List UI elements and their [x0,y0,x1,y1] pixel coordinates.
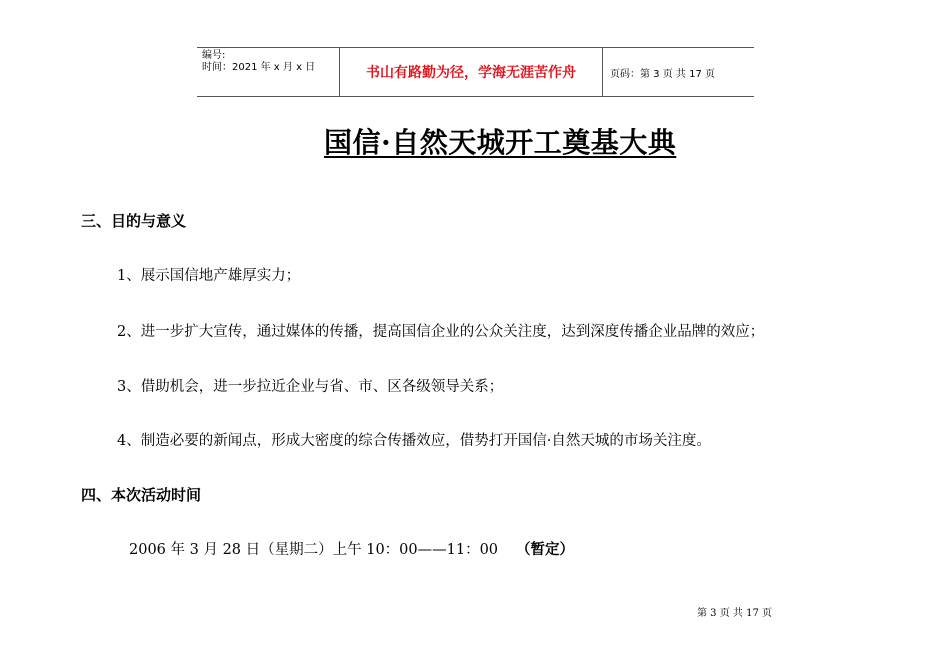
header-table [197,47,754,97]
page-footer: 第 3 页 共 17 页 [697,608,772,619]
event-time-note: （暂定） [516,541,575,558]
document-title: 国信·自然天城开工奠基大典 [324,126,677,159]
section-3-item-4: 4、制造必要的新闻点，形成大密度的综合传播效应，借势打开国信·自然天城的市场关注度。 [117,433,711,449]
header-motto: 书山有路勤为径，学海无涯苦作舟 [340,48,603,96]
section-3-item-2: 2、进一步扩大宣传，通过媒体的传播，提高国信企业的公众关注度，达到深度传播企业品牌的效应； [117,324,765,340]
event-time-line [129,538,574,559]
header-meta-cell [197,48,340,96]
section-4-heading: 四、本次活动时间 [81,486,202,504]
event-time-text: 2006 年 3 月 28 日（星期二）上午 10：00——11：00 [129,542,499,558]
section-3-item-3: 3、借助机会，进一步拉近企业与省、市、区各级领导关系； [117,379,504,395]
header-page-info: 页码：第 3 页 共 17 页 [610,68,715,80]
section-3-item-1: 1、展示国信地产雄厚实力； [117,268,301,284]
document-time-label: 时间：2021 年 x 月 x 日 [202,62,316,73]
section-3-heading: 三、目的与意义 [81,212,187,230]
document-number-label: 编号: [202,50,226,61]
